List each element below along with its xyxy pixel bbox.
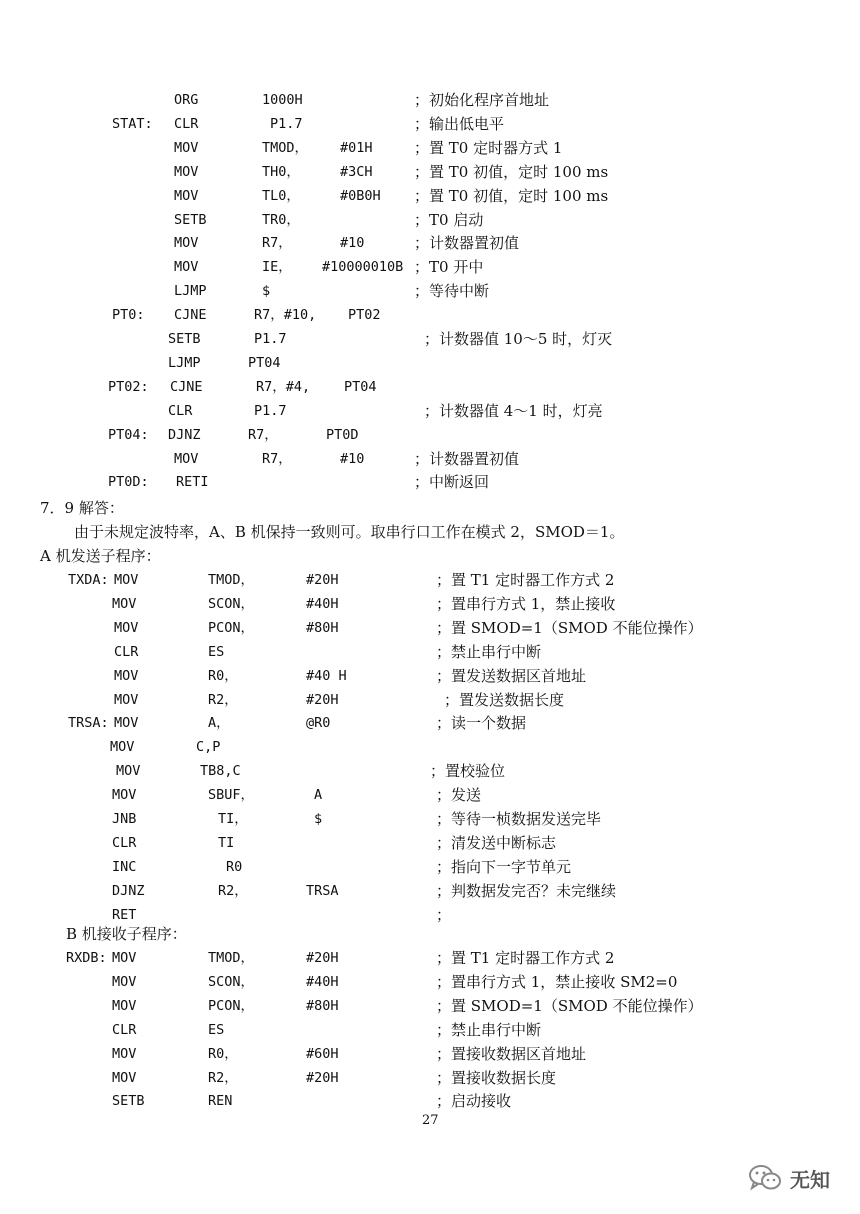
code-comment: ；计数器值 4～1 时，灯亮 bbox=[424, 401, 603, 420]
code-a2: #10 bbox=[340, 450, 365, 467]
code-a2: PT04 bbox=[344, 378, 377, 395]
code-comment: ；置 T0 定时器方式 1 bbox=[414, 138, 563, 157]
code-a2: @R0 bbox=[306, 715, 331, 732]
code-comment: ；读一个数据 bbox=[436, 714, 527, 733]
code-op: MOV bbox=[174, 259, 199, 276]
code-a1: 1000H bbox=[262, 92, 303, 108]
code-comment: ；置 SMOD=1（SMOD 不能位操作） bbox=[436, 996, 703, 1015]
code-comment: ；置 T1 定时器工作方式 2 bbox=[436, 949, 615, 967]
code-op: LJMP bbox=[168, 354, 201, 371]
code-label: RXDB: bbox=[66, 950, 107, 966]
code-a1: SBUF， bbox=[208, 787, 255, 804]
code-op: MOV bbox=[174, 187, 199, 204]
code-label: PT0: bbox=[112, 307, 145, 324]
code-op: CJNE bbox=[170, 378, 203, 395]
code-label: PT02: bbox=[108, 378, 149, 395]
code-a1: TMOD， bbox=[208, 572, 255, 588]
code-op: MOV bbox=[112, 997, 137, 1014]
code-label: TRSA: bbox=[68, 715, 109, 732]
code-a1: IE， bbox=[262, 259, 292, 276]
code-op: MOV bbox=[112, 595, 137, 612]
code-a2: #20H bbox=[306, 1069, 339, 1086]
code-a1: R0， bbox=[208, 1045, 238, 1062]
a-heading: A 机发送子程序： bbox=[40, 547, 161, 565]
code-a1: TB8,C bbox=[200, 763, 241, 780]
code-a2: #20H bbox=[306, 691, 339, 708]
wechat-icon bbox=[748, 1163, 782, 1193]
code-op: MOV bbox=[174, 163, 199, 180]
code-comment: ；禁止串行中断 bbox=[436, 1020, 542, 1039]
code-op: CJNE bbox=[174, 307, 207, 324]
b-heading: B 机接收子程序： bbox=[66, 925, 187, 943]
code-a2: #80H bbox=[306, 619, 339, 636]
code-a1: R7，#10, bbox=[254, 307, 317, 324]
code-op: DJNZ bbox=[168, 426, 201, 443]
code-comment: ；置 SMOD=1（SMOD 不能位操作） bbox=[436, 618, 703, 637]
code-op: SETB bbox=[168, 331, 201, 347]
code-op: MOV bbox=[112, 787, 137, 804]
code-op: MOV bbox=[114, 715, 139, 732]
code-label: STAT: bbox=[112, 115, 153, 132]
answer-paragraph: 由于未规定波特率，A、B 机保持一致则可。取串行口工作在模式 2，SMOD＝1。 bbox=[74, 523, 625, 541]
code-label: PT04: bbox=[108, 426, 149, 443]
code-a1: ES bbox=[208, 1021, 225, 1038]
code-op: CLR bbox=[174, 115, 199, 132]
code-label: TXDA: bbox=[68, 572, 109, 588]
code-comment: ；初始化程序首地址 bbox=[414, 91, 550, 109]
code-comment: ；输出低电平 bbox=[414, 114, 505, 133]
code-a2: #3CH bbox=[340, 163, 373, 180]
code-op: CLR bbox=[112, 834, 137, 851]
code-comment: ；置 T0 初值，定时 100 ms bbox=[414, 162, 609, 181]
code-a2: #0B0H bbox=[340, 187, 381, 204]
code-comment: ；T0 开中 bbox=[414, 258, 484, 277]
code-a2: #20H bbox=[306, 950, 339, 966]
code-op: MOV bbox=[114, 667, 139, 684]
code-a1: P1.7 bbox=[254, 331, 287, 347]
code-op: CLR bbox=[112, 1021, 137, 1038]
code-op: MOV bbox=[112, 950, 137, 966]
code-comment: ；置接收数据长度 bbox=[436, 1068, 557, 1087]
watermark-text: 无知 bbox=[790, 1167, 830, 1192]
code-a1: TMOD， bbox=[208, 950, 255, 966]
code-comment: ；置 T0 初值，定时 100 ms bbox=[414, 186, 609, 205]
code-a2: #01H bbox=[340, 139, 373, 156]
code-comment: ；启动接收 bbox=[436, 1092, 512, 1111]
code-a1: C,P bbox=[196, 739, 221, 756]
code-op: MOV bbox=[110, 739, 135, 756]
code-a1: TMOD， bbox=[262, 139, 309, 156]
code-a1: R0 bbox=[226, 858, 243, 875]
code-comment: ；置发送数据区首地址 bbox=[436, 666, 587, 685]
code-comment: ；计数器值 10～5 时，灯灭 bbox=[424, 330, 613, 348]
code-comment: ；置串行方式 1，禁止接收 bbox=[436, 594, 616, 613]
code-op: MOV bbox=[114, 619, 139, 636]
code-op: MOV bbox=[116, 763, 141, 780]
code-op: MOV bbox=[174, 235, 199, 252]
code-comment: ；禁止串行中断 bbox=[436, 642, 542, 661]
code-a1: TR0， bbox=[262, 211, 300, 228]
code-a1: TI bbox=[218, 834, 235, 851]
code-op: LJMP bbox=[174, 283, 207, 300]
code-op: DJNZ bbox=[112, 882, 145, 899]
code-a2: #40H bbox=[306, 973, 339, 990]
code-op: MOV bbox=[174, 450, 199, 467]
code-a1: PCON， bbox=[208, 997, 255, 1014]
code-comment: ；置发送数据长度 bbox=[444, 690, 565, 709]
code-a1: R7， bbox=[248, 426, 278, 443]
code-a1: ES bbox=[208, 643, 225, 660]
code-a2: #80H bbox=[306, 997, 339, 1014]
code-op: INC bbox=[112, 858, 137, 875]
code-a2: TRSA bbox=[306, 882, 339, 899]
code-a1: REN bbox=[208, 1093, 233, 1110]
code-comment: ；指向下一字节单元 bbox=[436, 857, 572, 876]
code-op: MOV bbox=[112, 1069, 137, 1086]
code-a1: PCON， bbox=[208, 619, 255, 636]
code-a1: R2， bbox=[218, 882, 248, 899]
code-a2: A bbox=[314, 787, 323, 804]
code-op: CLR bbox=[114, 643, 139, 660]
code-comment: ；计数器置初值 bbox=[414, 234, 520, 253]
code-op: RETI bbox=[176, 474, 209, 491]
code-comment: ；中断返回 bbox=[414, 473, 490, 492]
code-op: JNB bbox=[112, 811, 137, 827]
code-op: CLR bbox=[168, 402, 193, 419]
code-a1: PT04 bbox=[248, 354, 281, 371]
code-comment: ；T0 启动 bbox=[414, 210, 484, 229]
code-label: PT0D: bbox=[108, 474, 149, 491]
code-a1: R2， bbox=[208, 691, 238, 708]
code-a1: TI， bbox=[218, 811, 248, 827]
code-a2: PT0D bbox=[326, 426, 359, 443]
code-a2: PT02 bbox=[348, 307, 381, 324]
code-comment: ；置接收数据区首地址 bbox=[436, 1044, 587, 1063]
code-a1: R7， bbox=[262, 450, 292, 467]
code-a2: #20H bbox=[306, 572, 339, 588]
code-a1: R7， bbox=[262, 235, 292, 252]
code-comment: ；置串行方式 1，禁止接收 SM2=0 bbox=[436, 972, 678, 991]
code-a1: R7，#4, bbox=[256, 378, 311, 395]
answer-heading: 7．9 解答： bbox=[40, 499, 124, 517]
code-a1: SCON， bbox=[208, 973, 255, 990]
code-a1: P1.7 bbox=[254, 402, 287, 419]
code-a2: $ bbox=[314, 811, 323, 827]
code-a1: P1.7 bbox=[270, 115, 303, 132]
code-op: MOV bbox=[112, 973, 137, 990]
code-a1: TL0， bbox=[262, 187, 300, 204]
code-comment: ；置 T1 定时器工作方式 2 bbox=[436, 571, 615, 589]
code-op: MOV bbox=[112, 1045, 137, 1062]
code-op: MOV bbox=[174, 139, 199, 156]
code-a1: R2， bbox=[208, 1069, 238, 1086]
code-op: SETB bbox=[112, 1093, 145, 1110]
code-a2: #40 H bbox=[306, 667, 347, 684]
code-a1: A， bbox=[208, 715, 230, 732]
code-comment: ；置校验位 bbox=[430, 762, 506, 781]
code-a2: #40H bbox=[306, 595, 339, 612]
watermark bbox=[748, 1158, 830, 1198]
code-a1: SCON， bbox=[208, 595, 255, 612]
code-op: SETB bbox=[174, 211, 207, 228]
code-comment: ；清发送中断标志 bbox=[436, 833, 557, 852]
code-comment: ； bbox=[436, 905, 452, 924]
code-comment: ；等待一桢数据发送完毕 bbox=[436, 810, 602, 828]
code-op: RET bbox=[112, 906, 137, 923]
code-a1: R0， bbox=[208, 667, 238, 684]
code-a1: TH0， bbox=[262, 163, 300, 180]
code-op: MOV bbox=[114, 572, 139, 588]
code-op: ORG bbox=[174, 92, 199, 108]
code-a2: #10 bbox=[340, 235, 365, 252]
code-comment: ；计数器置初值 bbox=[414, 449, 520, 468]
code-op: MOV bbox=[114, 691, 139, 708]
code-comment: ；发送 bbox=[436, 786, 482, 805]
code-a1: $ bbox=[262, 283, 271, 300]
page-number: 27 bbox=[422, 1113, 439, 1128]
code-a2: #60H bbox=[306, 1045, 339, 1062]
code-a2: #10000010B bbox=[322, 259, 404, 276]
code-comment: ；判数据发完否？未完继续 bbox=[436, 881, 617, 900]
code-comment: ；等待中断 bbox=[414, 282, 490, 301]
